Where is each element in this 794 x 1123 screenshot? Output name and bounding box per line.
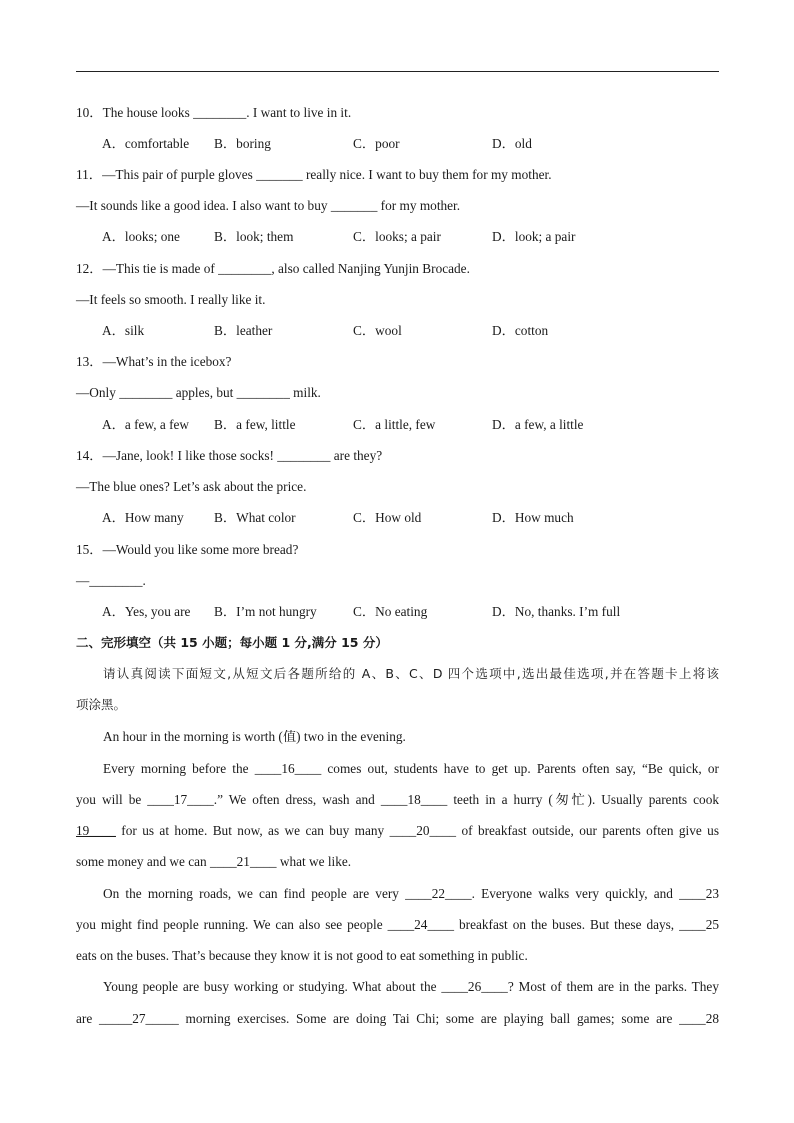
question-14-stem: 14．—Jane, look! I like those socks! ________ are they? bbox=[76, 448, 383, 463]
blank-16[interactable]: ____16____ bbox=[254, 761, 322, 776]
blank-20[interactable]: ____20____ bbox=[389, 823, 457, 838]
question-13-reply: —Only ________ apples, but ________ milk. bbox=[76, 385, 321, 400]
q12-option-c[interactable]: C．wool bbox=[353, 323, 402, 338]
passage-line: you will be ____17____.” We often dress, wash and ____18____ teeth in a hurry (匆忙). Usually parents cook bbox=[76, 792, 719, 807]
question-12-stem: 12．—This tie is made of ________, also called Nanjing Yunjin Brocade. bbox=[76, 261, 470, 276]
q13-option-c[interactable]: C．a little, few bbox=[353, 417, 436, 432]
passage-line: eats on the buses. That’s because they know it is not good to eat something in public. bbox=[76, 948, 528, 963]
q14-option-c[interactable]: C．How old bbox=[353, 510, 422, 525]
blank-18[interactable]: ____18____ bbox=[380, 792, 448, 807]
q10-option-a[interactable]: A．comfortable bbox=[102, 136, 190, 151]
passage-line: you might find people running. We can also see people ____24____ breakfast on the buses. But these days, ____25 bbox=[76, 917, 719, 932]
q13-option-d[interactable]: D．a few, a little bbox=[492, 417, 584, 432]
q14-option-a[interactable]: A．How many bbox=[102, 510, 184, 525]
question-14-reply: —The blue ones? Let’s ask about the price. bbox=[76, 479, 307, 494]
question-10-stem: 10．The house looks ________. I want to live in it. bbox=[76, 105, 352, 120]
passage-line: Young people are busy working or studying. What about the ____26____? Most of them are in the parks. They bbox=[103, 979, 719, 994]
q14-option-b[interactable]: B．What color bbox=[214, 510, 296, 525]
question-12-reply: —It feels so smooth. I really like it. bbox=[76, 292, 266, 307]
blank-17[interactable]: ____17____ bbox=[147, 792, 214, 807]
q15-option-b[interactable]: B．I’m not hungry bbox=[214, 604, 317, 619]
q12-option-b[interactable]: B．leather bbox=[214, 323, 273, 338]
question-15-stem: 15．—Would you like some more bread? bbox=[76, 542, 299, 557]
passage-line: On the morning roads, we can find people are very ____22____. Everyone walks very quickly, and ____23 bbox=[103, 886, 719, 901]
blank-28[interactable]: ____28 bbox=[679, 1011, 719, 1026]
blank-27[interactable]: _____27_____ bbox=[98, 1011, 179, 1026]
q14-option-d[interactable]: D．How much bbox=[492, 510, 574, 525]
q15-option-d[interactable]: D．No, thanks. I’m full bbox=[492, 604, 621, 619]
passage-line: Every morning before the ____16____ comes out, students have to get up. Parents often say, “Be quick, or bbox=[103, 761, 719, 776]
question-13-stem: 13．—What’s in the icebox? bbox=[76, 354, 232, 369]
passage-line: some money and we can ____21____ what we like. bbox=[76, 854, 352, 869]
blank-25[interactable]: ____25 bbox=[679, 917, 719, 932]
section-heading: 二、完形填空（共 15 小题；每小题 1 分,满分 15 分） bbox=[76, 635, 388, 650]
section-instructions: 请认真阅读下面短文,从短文后各题所给的 A、B、C、D 四个选项中,选出最佳选项,并在答题卡上将该 bbox=[103, 666, 719, 681]
blank-24[interactable]: ____24____ bbox=[387, 917, 455, 932]
question-15-reply: —________. bbox=[76, 573, 146, 588]
q11-option-d[interactable]: D．look; a pair bbox=[492, 229, 576, 244]
q13-option-b[interactable]: B．a few, little bbox=[214, 417, 296, 432]
q12-option-a[interactable]: A．silk bbox=[102, 323, 145, 338]
q15-option-a[interactable]: A．Yes, you are bbox=[102, 604, 191, 619]
blank-22[interactable]: ____22____ bbox=[405, 886, 472, 901]
q11-option-b[interactable]: B．look; them bbox=[214, 229, 294, 244]
q15-option-c[interactable]: C．No eating bbox=[353, 604, 428, 619]
blank-19[interactable]: 19____ bbox=[76, 823, 116, 838]
passage-line: 19____ for us at home. But now, as we can buy many ____20____ of breakfast outside, our parents often give us bbox=[76, 823, 719, 838]
passage-line: An hour in the morning is worth (值) two in the evening. bbox=[103, 729, 406, 744]
q13-option-a[interactable]: A．a few, a few bbox=[102, 417, 190, 432]
question-11-reply: —It sounds like a good idea. I also want to buy _______ for my mother. bbox=[76, 198, 461, 213]
q11-option-c[interactable]: C．looks; a pair bbox=[353, 229, 441, 244]
passage-line: are _____27_____ morning exercises. Some are doing Tai Chi; some are playing ball games; some are ____28 bbox=[76, 1011, 719, 1026]
header-rule bbox=[76, 71, 719, 72]
blank-26[interactable]: ____26____ bbox=[441, 979, 508, 994]
blank-23[interactable]: ____23 bbox=[679, 886, 719, 901]
question-11-stem: 11．—This pair of purple gloves _______ really nice. I want to buy them for my mother. bbox=[76, 167, 552, 182]
q12-option-d[interactable]: D．cotton bbox=[492, 323, 549, 338]
q10-option-d[interactable]: D．old bbox=[492, 136, 532, 151]
q10-option-c[interactable]: C．poor bbox=[353, 136, 400, 151]
q10-option-b[interactable]: B．boring bbox=[214, 136, 271, 151]
section-instructions-cont: 项涂黑。 bbox=[76, 697, 127, 712]
blank-21[interactable]: ____21____ bbox=[210, 854, 277, 869]
q11-option-a[interactable]: A．looks; one bbox=[102, 229, 180, 244]
